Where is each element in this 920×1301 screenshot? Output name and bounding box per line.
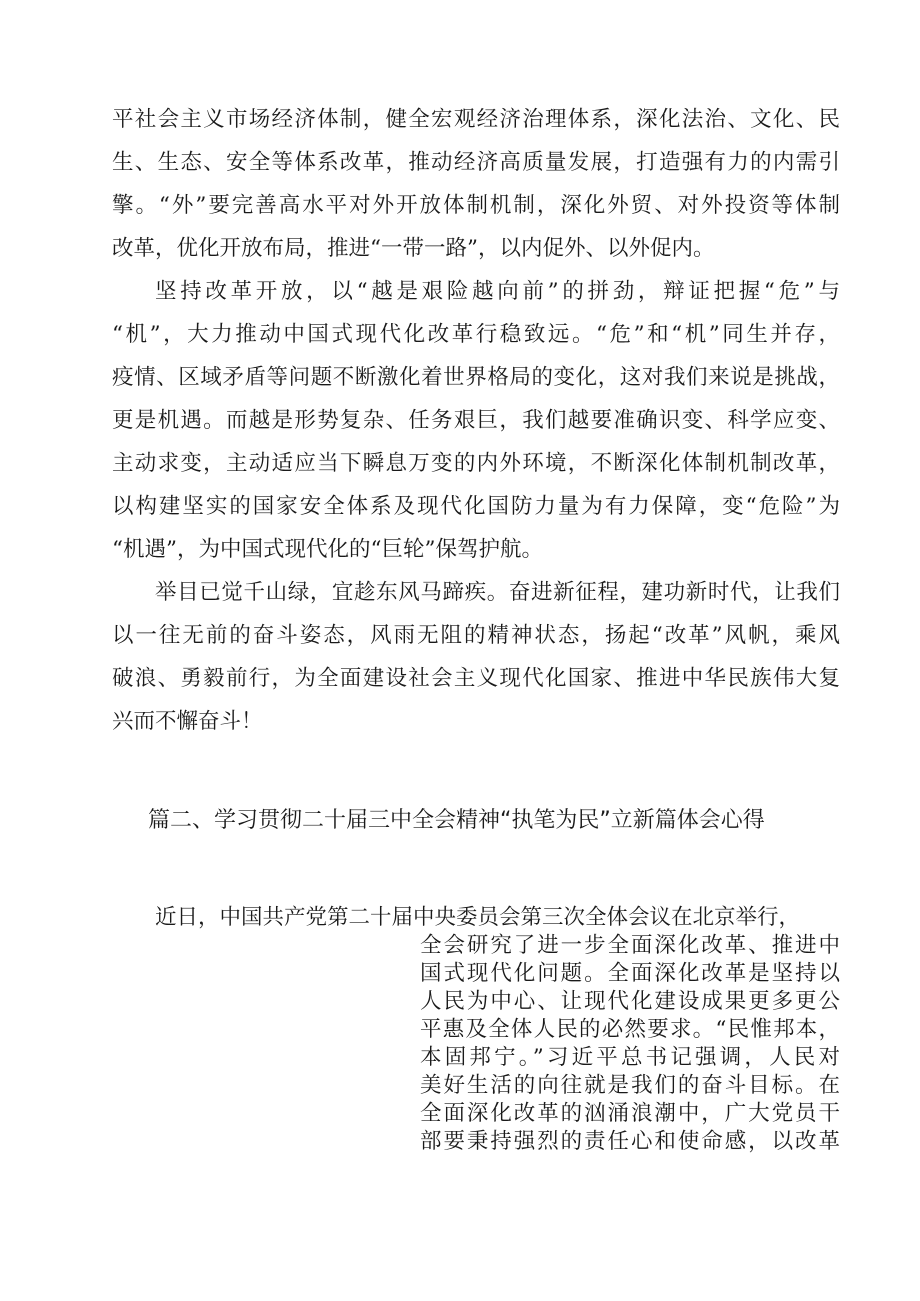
paragraph-1-line-4: 改革，优化开放布局，推进“一带一路”，以内促外、以外促内。 xyxy=(112,236,715,261)
paragraph-1-line-3: 擎。“外”要完善高水平对外开放体制机制，深化外贸、对外投资等体制 xyxy=(112,193,840,218)
section-body-line-7: 全面深化改革的汹涌浪潮中，广大党员干 xyxy=(420,1101,840,1126)
paragraph-1-line-2: 生、生态、安全等体系改革，推动经济高质量发展，打造强有力的内需引 xyxy=(112,150,840,175)
paragraph-2-line-5: 主动求变，主动适应当下瞬息万变的内外环境，不断深化体制机制改革， xyxy=(112,451,840,476)
paragraph-1-line-1: 平社会主义市场经济体制，健全宏观经济治理体系，深化法治、文化、民 xyxy=(112,107,840,132)
paragraph-2-line-6: 以构建坚实的国家安全体系及现代化国防力量为有力保障，变“危险”为 xyxy=(112,494,840,519)
paragraph-3-line-1: 举目已觉千山绿，宜趁东风马蹄疾。奋进新征程，建功新时代，让我们 xyxy=(155,580,840,605)
section-body-line-5: 本固邦宁。”习近平总书记强调，人民对 xyxy=(420,1045,840,1070)
section-body-first-line: 近日，中国共产党第二十届中央委员会第三次全体会议在北京举行， xyxy=(155,905,801,930)
paragraph-2-line-7: “机遇”，为中国式现代化的“巨轮”保驾护航。 xyxy=(112,537,543,562)
section-title: 篇二、学习贯彻二十届三中全会精神“执笔为民”立新篇体会心得 xyxy=(148,808,765,833)
section-body-line-6: 美好生活的向往就是我们的奋斗目标。在 xyxy=(420,1073,840,1098)
paragraph-2-line-2: “机”，大力推动中国式现代化改革行稳致远。“危”和“机”同生并存， xyxy=(112,322,840,347)
paragraph-2-line-1: 坚持改革开放，以“越是艰险越向前”的拼劲，辩证把握“危”与 xyxy=(155,279,840,304)
section-body-line-3: 人民为中心、让现代化建设成果更多更公 xyxy=(420,989,840,1014)
section-body-line-8: 部要秉持强烈的责任心和使命感，以改革 xyxy=(420,1129,840,1154)
paragraph-2-line-3: 疫情、区域矛盾等问题不断激化着世界格局的变化，这对我们来说是挑战， xyxy=(112,365,840,390)
section-body-line-2: 国式现代化问题。全面深化改革是坚持以 xyxy=(420,961,840,986)
paragraph-3-line-3: 破浪、勇毅前行，为全面建设社会主义现代化国家、推进中华民族伟大复 xyxy=(112,666,840,691)
paragraph-3-line-4: 兴而不懈奋斗！ xyxy=(112,709,263,734)
section-body-line-1: 全会研究了进一步全面深化改革、推进中 xyxy=(420,933,840,958)
paragraph-2-line-4: 更是机遇。而越是形势复杂、任务艰巨，我们越要准确识变、科学应变、 xyxy=(112,408,840,433)
paragraph-3-line-2: 以一往无前的奋斗姿态，风雨无阻的精神状态，扬起“改革”风帆，乘风 xyxy=(112,623,840,648)
section-body-line-4: 平惠及全体人民的必然要求。“民惟邦本， xyxy=(420,1017,840,1042)
